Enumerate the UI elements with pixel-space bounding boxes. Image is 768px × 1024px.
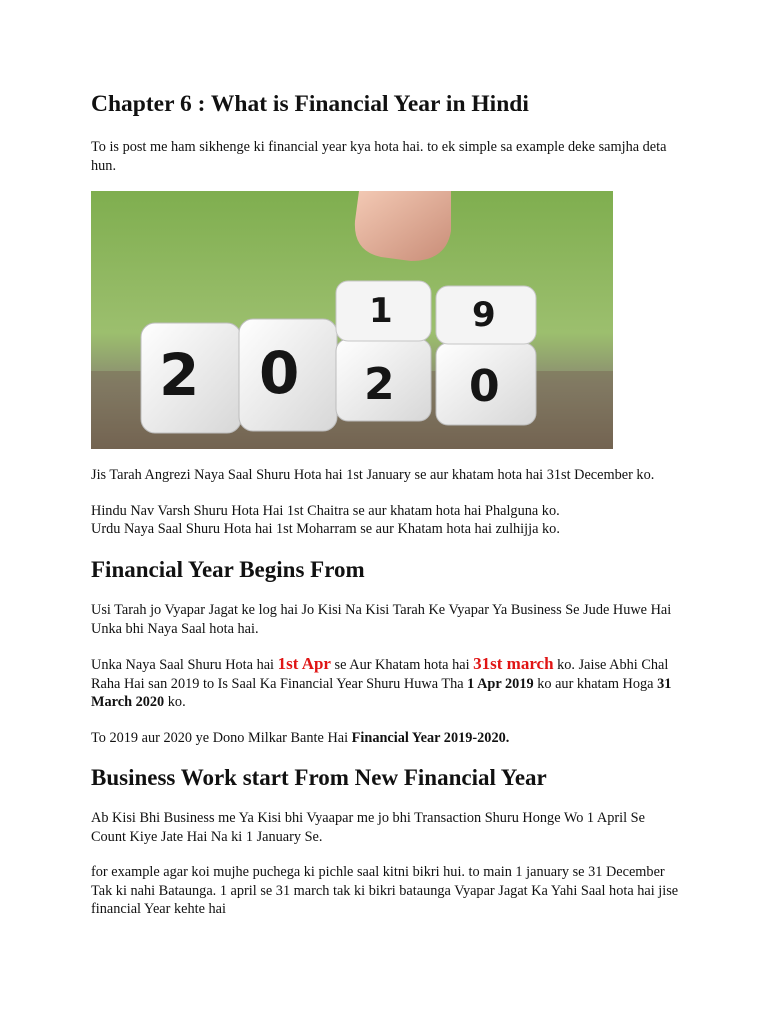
section2-paragraph-2: for example agar koi mujhe puchega ki pichle saal kitni bikri hui. to main 1 january se 31 December Tak ki nahi Bataunga. 1 april se 31 march tak ki bikri bataunga Vyapar Jagat Ka Yahi Saal hota hai jise financial Year kehte hai	[91, 864, 679, 917]
highlight-1st-apr: 1st Apr	[277, 654, 331, 673]
calendar-paragraph-line1: Jis Tarah Angrezi Naya Saal Shuru Hota hai 1st January se aur khatam hota hai 31st December ko.	[91, 467, 655, 483]
section1-paragraph-1: Usi Tarah jo Vyapar Jagat ke log hai Jo Kisi Na Kisi Tarah Ke Vyapar Ya Business Se Jude Huwe Hai Unka bhi Naya Saal hota hai.	[91, 602, 672, 637]
p2-text-4: ko aur khatam Hoga	[533, 675, 658, 692]
bold-financial-year-2019-2020: Financial Year 2019-2020.	[351, 730, 510, 746]
p3-text-1: To 2019 aur 2020 ye Dono Milkar Bante Hai	[91, 730, 352, 746]
bold-1-apr-2019: 1 Apr 2019	[467, 675, 534, 692]
intro-paragraph: To is post me ham sikhenge ki financial year kya hota hai. to ek simple sa example deke samjha deta hun.	[91, 139, 667, 174]
calendar-paragraph-line2: Hindu Nav Varsh Shuru Hota Hai 1st Chaitra se aur khatam hota hai Phalguna ko.	[91, 503, 560, 519]
die-top-digit-1: 1	[369, 291, 393, 331]
highlight-31st-march: 31st march	[473, 654, 554, 673]
dice-photo	[91, 191, 613, 449]
page-title: Chapter 6 : What is Financial Year in Hindi	[91, 91, 529, 117]
section1-paragraph-2	[91, 655, 681, 712]
section1-paragraph-3	[91, 729, 681, 748]
die-top-digit-2: 9	[472, 295, 496, 335]
calendar-paragraph-line3: Urdu Naya Saal Shuru Hota hai 1st Moharram se aur Khatam hota hai zulhijja ko.	[91, 521, 560, 537]
bold-31-march-2020: 31 March 2020	[91, 675, 672, 710]
p2-text-5: ko.	[164, 694, 186, 710]
die-digit-4: 0	[469, 361, 500, 412]
section2-paragraph-1: Ab Kisi Bhi Business me Ya Kisi bhi Vyaapar me jo bhi Transaction Shuru Honge Wo 1 April Se Count Kiye Jate Hai Na ki 1 January Se.	[91, 810, 645, 845]
die-digit-2: 0	[259, 339, 300, 407]
p2-text-1: Unka Naya Saal Shuru Hota hai	[91, 657, 278, 673]
p2-text-3: ko. Jaise Abhi Chal Raha Hai san 2019 to Is Saal Ka Financial Year Shuru Huwa Tha	[91, 657, 669, 692]
section-heading-financial-year-begins: Financial Year Begins From	[91, 557, 365, 582]
section-heading-business-work: Business Work start From New Financial Year	[91, 765, 547, 790]
p2-text-2: se Aur Khatam hota hai	[330, 657, 474, 673]
die-digit-1: 2	[159, 341, 200, 409]
die-digit-3: 2	[364, 359, 395, 410]
